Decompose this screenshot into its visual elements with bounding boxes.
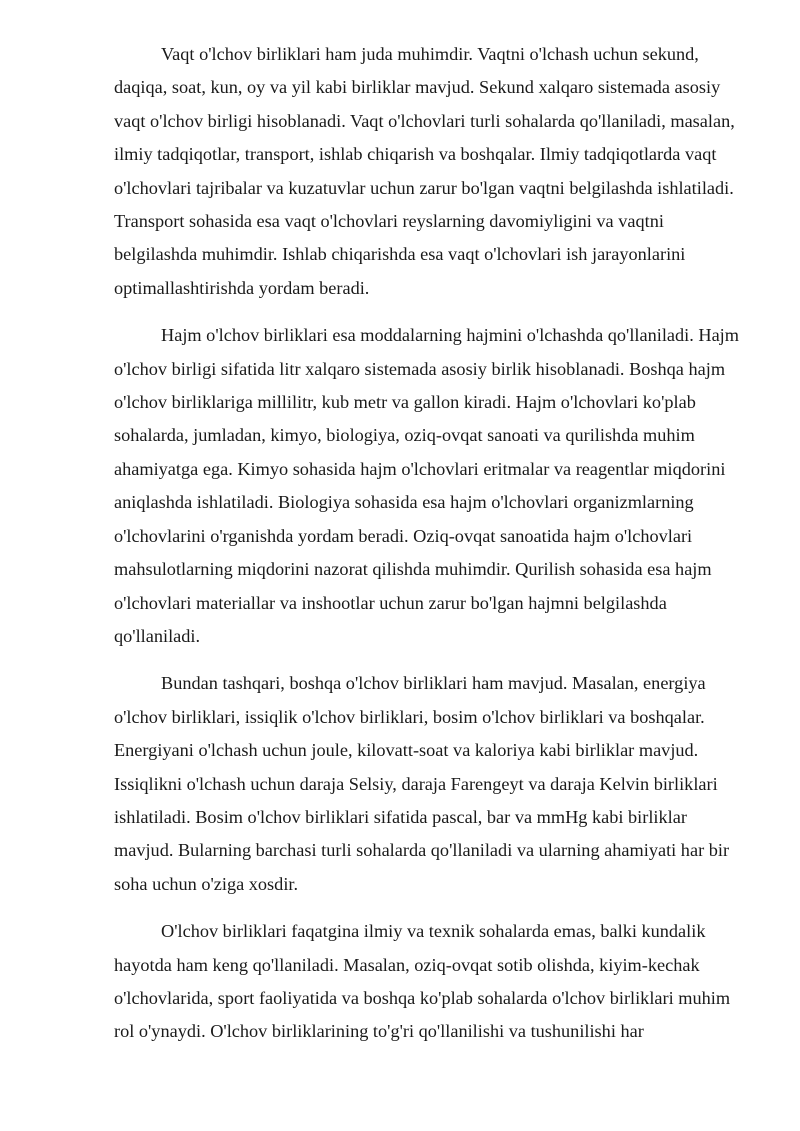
paragraph-other-units: Bundan tashqari, boshqa o'lchov birliklari ham mavjud. Masalan, energiya o'lchov birliklari, issiqlik o'lchov birliklari, bosim o'lchov birliklari va boshqalar. Energiyani o'lchash uchun joule, kilovatt-soat va kaloriya kabi birliklar mavjud. Issiqlikni o'lchash uchun daraja Selsiy, daraja Farengeyt va daraja Kelvin birliklari ishlatiladi. Bosim o'lchov birliklari sifatida pascal, bar va mmHg kabi birliklar mavjud. Bularning barchasi turli sohalarda qo'llaniladi va ularning ahamiyati har bir soha uchun o'ziga xosdir. xyxy=(114,673,730,894)
document-page xyxy=(114,38,740,1063)
paragraph-everyday-units: O'lchov birliklari faqatgina ilmiy va texnik sohalarda emas, balki kundalik hayotda ham keng qo'llaniladi. Masalan, oziq-ovqat sotib olishda, kiyim-kechak o'lchovlarida, sport faoliyatida va boshqa ko'plab sohalarda o'lchov birliklari muhim rol o'ynaydi. O'lchov birliklarining to'g'ri qo'llanilishi va tushunilishi har xyxy=(114,921,731,1042)
paragraph-time-units: Vaqt o'lchov birliklari ham juda muhimdir. Vaqtni o'lchash uchun sekund, daqiqa, soat, kun, oy va yil kabi birliklar mavjud. Sekund xalqaro sistemada asosiy vaqt o'lchov birligi hisoblanadi. Vaqt o'lchovlari turli sohalarda qo'llaniladi, masalan, ilmiy tadqiqotlar, transport, ishlab chiqarish va boshqalar. Ilmiy tadqiqotlarda vaqt o'lchovlari tajribalar va kuzatuvlar uchun zarur bo'lgan vaqtni belgilashda ishlatiladi. Transport sohasida esa vaqt o'lchovlari reyslarning davomiyligini va vaqtni belgilashda muhimdir. Ishlab chiqarishda esa vaqt o'lchovlari ish jarayonlarini optimallashtirishda yordam beradi. xyxy=(114,44,735,298)
paragraph-volume-units: Hajm o'lchov birliklari esa moddalarning hajmini o'lchashda qo'llaniladi. Hajm o'lchov birligi sifatida litr xalqaro sistemada asosiy birlik hisoblanadi. Boshqa hajm o'lchov birliklariga millilitr, kub metr va gallon kiradi. Hajm o'lchovlari ko'plab sohalarda, jumladan, kimyo, biologiya, oziq-ovqat sanoati va qurilishda muhim ahamiyatga ega. Kimyo sohasida hajm o'lchovlari eritmalar va reagentlar miqdorini aniqlashda ishlatiladi. Biologiya sohasida esa hajm o'lchovlari organizmlarning o'lchovlarini o'rganishda yordam beradi. Oziq-ovqat sanoatida hajm o'lchovlari mahsulotlarning miqdorini nazorat qilishda muhimdir. Qurilish sohasida esa hajm o'lchovlari materiallar va inshootlar uchun zarur bo'lgan hajmni belgilashda qo'llaniladi. xyxy=(114,325,739,646)
